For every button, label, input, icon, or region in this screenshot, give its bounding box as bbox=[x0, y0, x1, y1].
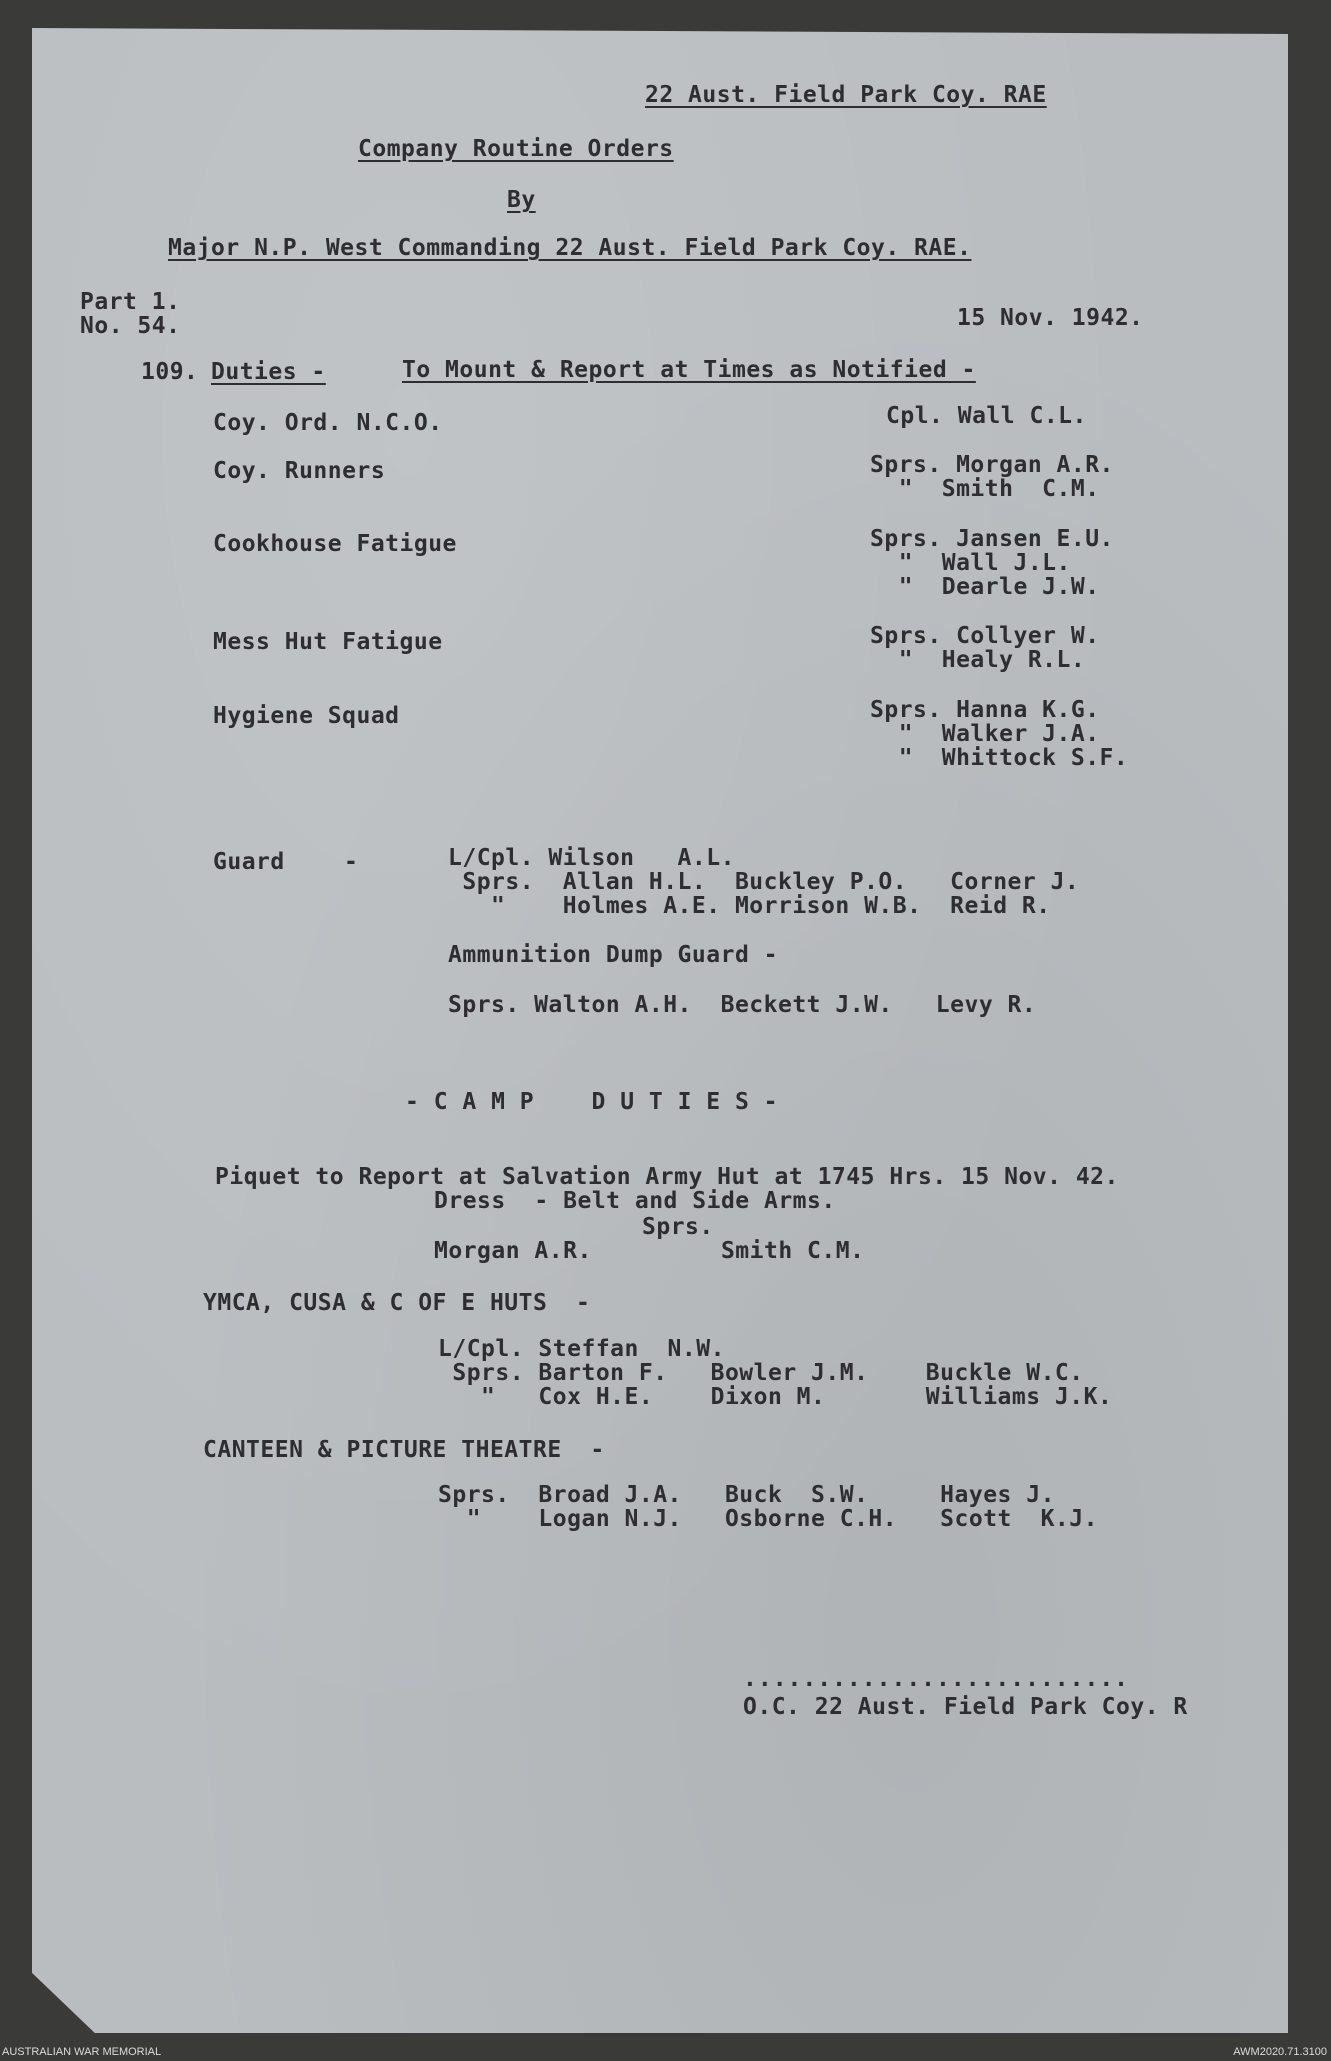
duty-personnel: Cpl. Wall C.L. bbox=[886, 403, 1087, 429]
ymca-heading: YMCA, CUSA & C OF E HUTS - bbox=[203, 1290, 591, 1316]
duty-label: Mess Hut Fatigue bbox=[213, 629, 443, 655]
part-number: Part 1. bbox=[80, 289, 181, 315]
duty-personnel: Sprs. Morgan A.R. bbox=[870, 452, 1114, 478]
duty-personnel: " Smith C.M. bbox=[870, 476, 1100, 502]
piquet-sprs: Sprs. bbox=[642, 1214, 714, 1240]
ammunition-guard-line: Sprs. Walton A.H. Beckett J.W. Levy R. bbox=[448, 992, 1037, 1018]
duty-label: Coy. Runners bbox=[213, 458, 386, 484]
duty-personnel: " Dearle J.W. bbox=[870, 574, 1100, 600]
duty-label: Hygiene Squad bbox=[213, 703, 400, 729]
duties-heading-note: To Mount & Report at Times as Notified - bbox=[402, 357, 976, 383]
duty-personnel: Sprs. Hanna K.G. bbox=[870, 697, 1100, 723]
canteen-heading: CANTEEN & PICTURE THEATRE - bbox=[203, 1437, 605, 1463]
signature-line: O.C. 22 Aust. Field Park Coy. R bbox=[743, 1694, 1188, 1720]
piquet-names: Morgan A.R. Smith C.M. bbox=[434, 1238, 865, 1264]
ymca-line: " Cox H.E. Dixon M. Williams J.K. bbox=[438, 1384, 1113, 1410]
document-title: Company Routine Orders bbox=[358, 136, 674, 162]
canteen-line: " Logan N.J. Osborne C.H. Scott K.J. bbox=[438, 1506, 1098, 1532]
archive-reference: AWM2020.71.3100 bbox=[1233, 2046, 1327, 2058]
duty-personnel: Sprs. Jansen E.U. bbox=[870, 526, 1114, 552]
archive-label: AUSTRALIAN WAR MEMORIAL bbox=[2, 2046, 162, 2058]
guard-line: Sprs. Allan H.L. Buckley P.O. Corner J. bbox=[448, 869, 1080, 895]
guard-label: Guard bbox=[213, 849, 285, 875]
duty-personnel: " Healy R.L. bbox=[870, 647, 1086, 673]
piquet-line: Piquet to Report at Salvation Army Hut at 1745 Hrs. 15 Nov. 42. bbox=[215, 1164, 1119, 1190]
commander-line: Major N.P. West Commanding 22 Aust. Field Park Coy. RAE. bbox=[168, 235, 972, 261]
ymca-line: L/Cpl. Steffan N.W. bbox=[438, 1336, 725, 1362]
camp-duties-heading: - C A M P D U T I E S - bbox=[405, 1089, 779, 1115]
guard-line: " Holmes A.E. Morrison W.B. Reid R. bbox=[448, 893, 1051, 919]
signature-dots: .......................... bbox=[743, 1666, 1130, 1692]
order-number: No. 54. bbox=[80, 313, 181, 339]
order-date: 15 Nov. 1942. bbox=[957, 305, 1144, 331]
duty-personnel: " Walker J.A. bbox=[870, 721, 1100, 747]
ammunition-guard-heading: Ammunition Dump Guard - bbox=[448, 942, 778, 968]
unit-header: 22 Aust. Field Park Coy. RAE bbox=[645, 82, 1047, 108]
piquet-dress: Dress - Belt and Side Arms. bbox=[434, 1188, 836, 1214]
ymca-line: Sprs. Barton F. Bowler J.M. Buckle W.C. bbox=[438, 1360, 1084, 1386]
duties-heading: Duties - bbox=[211, 359, 326, 385]
duty-personnel: Sprs. Collyer W. bbox=[870, 623, 1100, 649]
duty-personnel: " Whittock S.F. bbox=[870, 745, 1129, 771]
duty-label: Coy. Ord. N.C.O. bbox=[213, 410, 443, 436]
canteen-line: Sprs. Broad J.A. Buck S.W. Hayes J. bbox=[438, 1482, 1055, 1508]
duty-label: Cookhouse Fatigue bbox=[213, 531, 457, 557]
duties-item-number: 109. bbox=[141, 359, 199, 385]
guard-dash: - bbox=[344, 849, 359, 875]
guard-line: L/Cpl. Wilson A.L. bbox=[448, 845, 735, 871]
by-label: By bbox=[507, 187, 536, 213]
duty-personnel: " Wall J.L. bbox=[870, 550, 1071, 576]
